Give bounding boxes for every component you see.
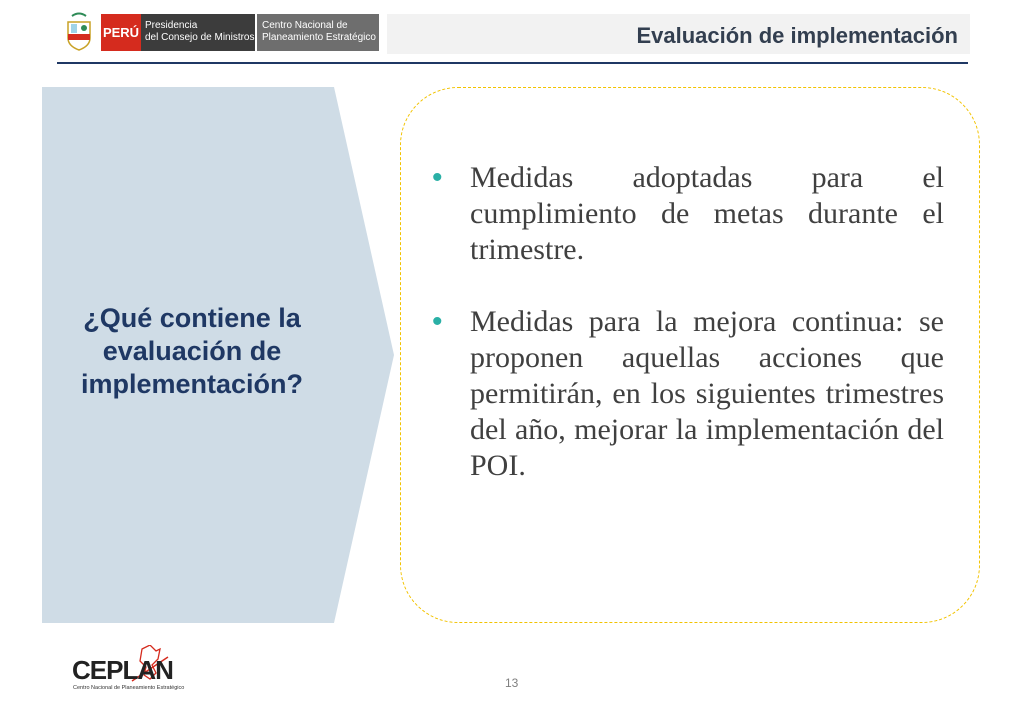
page-title: Evaluación de implementación <box>636 23 958 48</box>
header-divider <box>57 62 968 64</box>
country-logo <box>101 14 141 51</box>
question-panel <box>42 87 394 623</box>
ceplan-header-logo <box>257 14 379 51</box>
page-number: 13 <box>505 676 519 690</box>
ceplan-footer-logo <box>72 645 185 693</box>
list-item <box>432 160 944 268</box>
coat-of-arms-icon <box>62 12 96 52</box>
title-bar <box>387 14 970 54</box>
ceplan-wordmark: CEPLAN <box>72 655 173 685</box>
bullet-list <box>432 160 944 520</box>
ceplan-line-1: Centro Nacional de <box>262 20 348 31</box>
ceplan-line-2: Planeamiento Estratégico <box>262 32 376 43</box>
question-heading: ¿Qué contiene la evaluación de implementación? <box>80 303 304 399</box>
header <box>0 0 1024 70</box>
country-label: PERÚ <box>102 25 140 40</box>
pcm-logo <box>141 14 255 51</box>
bullet-text: Medidas para la mejora continua: se proponen aquellas acciones que permitirán, en los siguientes trimestres del año, mejorar la implementación del POI. <box>470 305 944 482</box>
list-item <box>432 304 944 484</box>
bullet-dot-icon: • <box>432 161 443 194</box>
bullet-text: Medidas adoptadas para el cumplimiento de metas durante el trimestre. <box>470 161 944 266</box>
ceplan-tagline: Centro Nacional de Planeamiento Estratégico <box>73 685 185 691</box>
bullet-dot-icon: • <box>432 305 443 338</box>
pcm-line-2: del Consejo de Ministros <box>145 32 255 43</box>
pcm-line-1: Presidencia <box>145 20 198 31</box>
